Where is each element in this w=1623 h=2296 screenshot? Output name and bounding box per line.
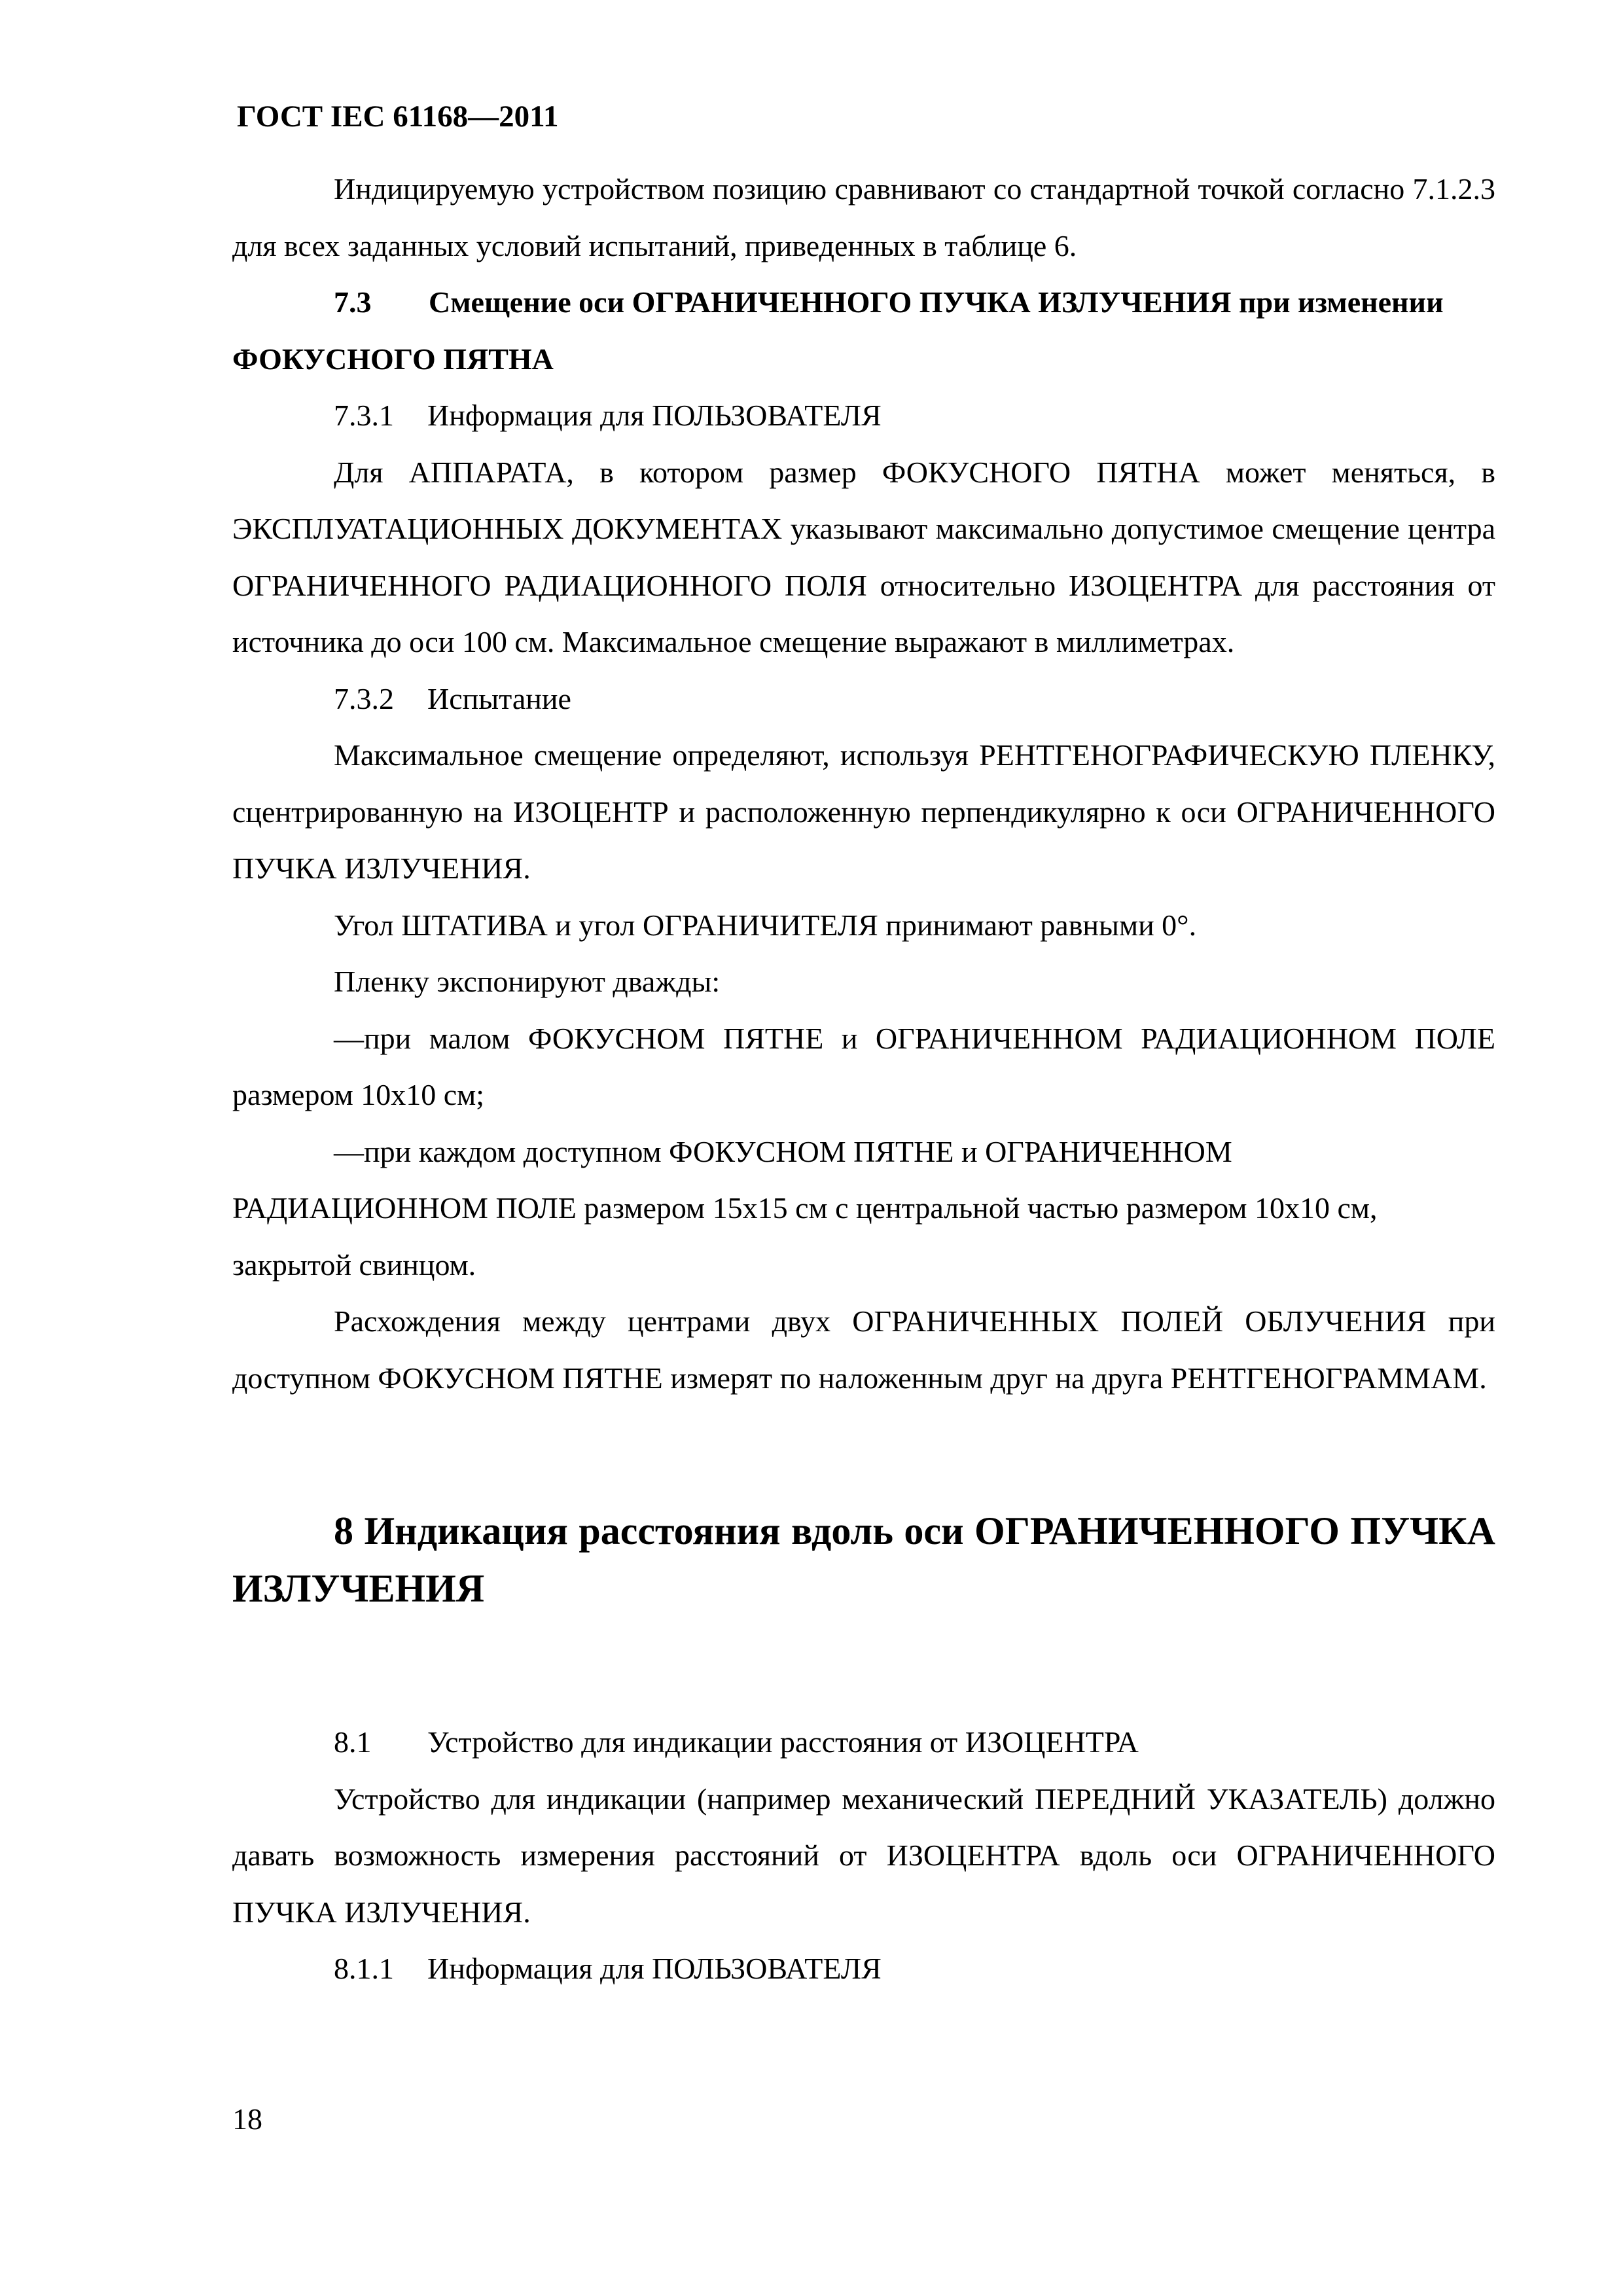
paragraph-discrepancies: Расхождения между центрами двух ОГРАНИЧЕННЫХ ПОЛЕЙ ОБЛУЧЕНИЯ при доступном ФОКУСНОМ ПЯТНЕ измерят по наложенным друг на друга РЕНТГЕНОГРАММАМ. bbox=[232, 1304, 1495, 1395]
section-number: 7.3 bbox=[334, 285, 372, 319]
subsection-heading-8-1-1 bbox=[232, 1941, 1495, 1998]
paragraph-comparison: Индицируемую устройством позицию сравнивают со стандартной точкой согласно 7.1.2.3 для всех заданных условий испытаний, приведенных в таблице 6. bbox=[232, 172, 1495, 262]
subsection-number: 7.3.1 bbox=[334, 399, 394, 432]
subsection-title: Информация для ПОЛЬЗОВАТЕЛЯ bbox=[427, 1952, 882, 1985]
subsection-number: 8.1.1 bbox=[334, 1952, 394, 1985]
subsection-number: 7.3.2 bbox=[334, 681, 394, 715]
list-item-small-focal-spot: —при малом ФОКУСНОМ ПЯТНЕ и ОГРАНИЧЕННОМ РАДИАЦИОННОМ ПОЛЕ размером 10x10 см; bbox=[232, 1021, 1495, 1111]
paragraph-user-info: Для АППАРАТА, в котором размер ФОКУСНОГО ПЯТНА может меняться, в ЭКСПЛУАТАЦИОННЫХ ДОКУМЕНТАХ указывают максимально допустимое смещение центра ОГРАНИЧЕННОГО РАДИАЦИОННОГО ПОЛЯ относительно ИЗОЦЕНТРА для расстояния от источника до оси 100 см. Максимальное смещение выражают в миллиметрах. bbox=[232, 455, 1495, 658]
subsection-title: Устройство для индикации расстояния от ИЗОЦЕНТРА bbox=[427, 1725, 1139, 1759]
paragraph-exposure: Пленку экспонируют дважды: bbox=[334, 965, 721, 998]
list-item-each-focal-spot-line1: —при каждом доступном ФОКУСНОМ ПЯТНЕ и ОГРАНИЧЕННОМ bbox=[334, 1134, 1232, 1168]
paragraph-angles: Угол ШТАТИВА и угол ОГРАНИЧИТЕЛЯ принимают равными 0°. bbox=[334, 908, 1197, 942]
section-heading-8 bbox=[232, 1502, 1495, 1617]
list-item-each-focal-spot-line2: РАДИАЦИОННОМ ПОЛЕ размером 15x15 см с центральной частью размером 10x10 см, закрытой свинцом. bbox=[232, 1191, 1378, 1282]
subsection-title: Испытание bbox=[427, 681, 571, 715]
subsection-title: Информация для ПОЛЬЗОВАТЕЛЯ bbox=[427, 399, 882, 432]
section-title: Смещение оси ОГРАНИЧЕННОГО ПУЧКА ИЗЛУЧЕНИЯ при изменении ФОКУСНОГО ПЯТНА bbox=[232, 285, 1444, 376]
paragraph-indicator-device: Устройство для индикации (например механический ПЕРЕДНИЙ УКАЗАТЕЛЬ) должно давать возможность измерения расстояний от ИЗОЦЕНТРА вдоль оси ОГРАНИЧЕННОГО ПУЧКА ИЗЛУЧЕНИЯ. bbox=[232, 1782, 1495, 1929]
section-heading-7-3 bbox=[232, 274, 1495, 387]
subsection-heading-7-3-1 bbox=[232, 387, 1495, 444]
document-body bbox=[232, 161, 1495, 1998]
section-heading-8-line2: ИЗЛУЧЕНИЯ bbox=[232, 1567, 485, 1610]
subsection-heading-8-1 bbox=[232, 1714, 1495, 1771]
document-header: ГОСТ IEC 61168—2011 bbox=[237, 99, 559, 134]
section-heading-8-line1: 8 Индикация расстояния вдоль оси ОГРАНИЧЕННОГО ПУЧКА bbox=[334, 1509, 1495, 1552]
subsection-number: 8.1 bbox=[334, 1725, 372, 1759]
page-number: 18 bbox=[232, 2102, 262, 2136]
paragraph-test-method: Максимальное смещение определяют, используя РЕНТГЕНОГРАФИЧЕСКУЮ ПЛЕНКУ, сцентрированную на ИЗОЦЕНТР и расположенную перпендикулярно к оси ОГРАНИЧЕННОГО ПУЧКА ИЗЛУЧЕНИЯ. bbox=[232, 738, 1495, 885]
subsection-heading-7-3-2 bbox=[232, 671, 1495, 728]
